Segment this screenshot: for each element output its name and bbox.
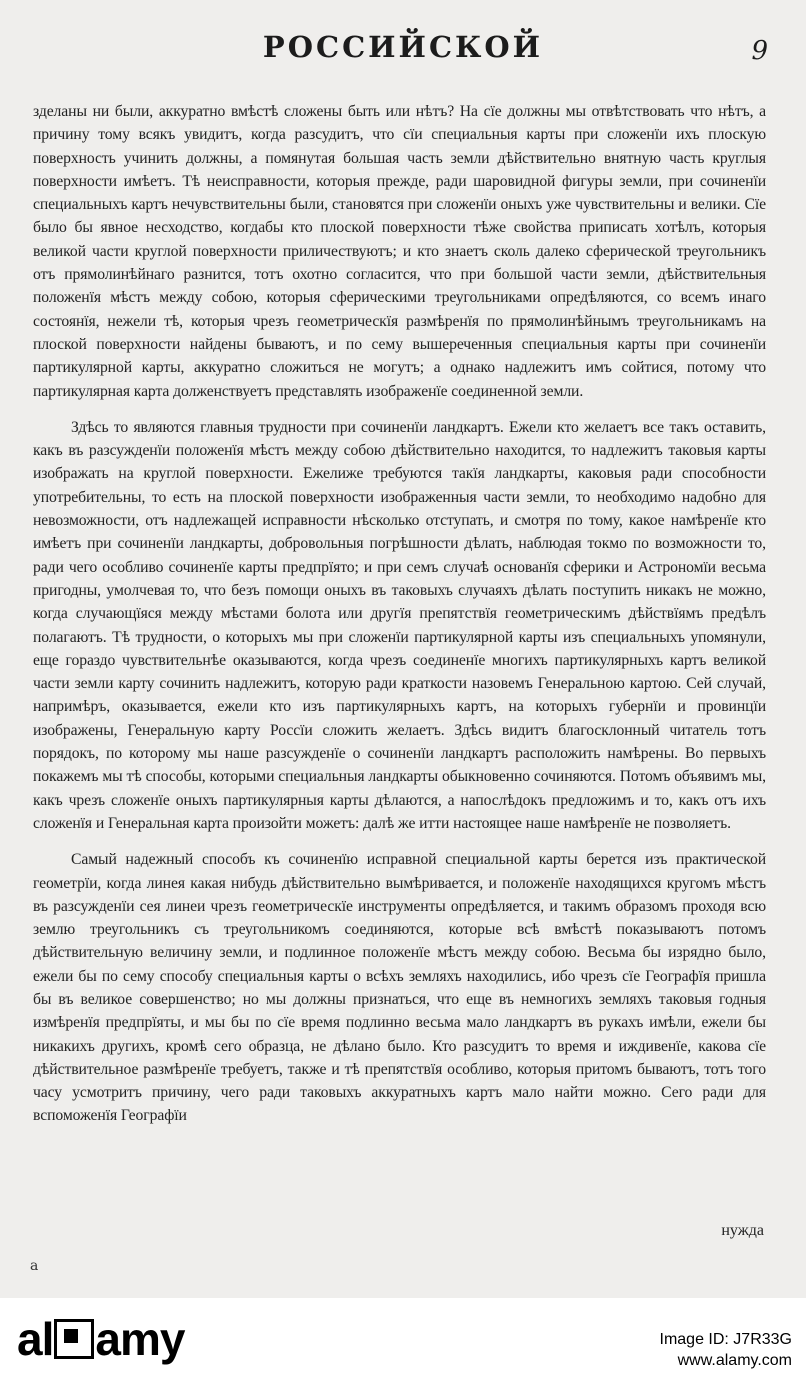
paragraph-2: Здѣсь то являются главныя трудности при сочиненїи ландкартъ. Ежели кто желаетъ все такъ оставить, какъ въ разсужденїи положенїя мѣстъ между собою дѣйствительно находится, то надлежитъ таковыя карты изображать на круглой поверхности. Ежелиже требуются такїя ландкарты, каковыя ради способности употребительны, то есть на плоской поверхности изображенныя части земли, то необходимо надобно для невозможности, отъ надлежащей исправности нѣсколько отступать, и смотря по тому, какое намѣренїе кто имѣетъ при сочиненїи ландкарты, добровольныя погрѣшности дѣлать, наблюдая токмо по возможности то, ради чего особливо сочиненїе карты предпрїято; и при семъ случаѣ основанїя сферики и Астрономїи весьма пригодны, умолчевая то, что безъ помощи оныхъ въ таковыхъ случаяхъ дѣлать поступить никакъ не можно, когда случающїяся между мѣстами болота или другїя препятствїя геометрическимъ дѣйствїямъ предѣлъ полагаютъ. Тѣ трудности, о которыхъ мы при сложенїи партикулярной карты изъ специальныхъ упомянули, еще гораздо чувствительнѣе оказываются, когда чрезъ соединенїе многихъ партикулярныхъ картъ великой части земли карту сочинить надлежитъ, которую ради краткости назовемъ Генеральною картою. Сей случай, напримѣръ, оказывается, ежели кто изъ партикулярныхъ картъ, на которыхъ губернїи и провинцїи изображены, Генеральную карту Россїи сложить желаетъ. Здѣсь видитъ благосклонный читатель тотъ порядокъ, по которому мы наше разсужденїе о сочиненїи ландкартъ расположить намѣрены. Во первыхъ покажемъ мы тѣ способы, которыми специальныя ландкарты обыкновенно сочиняются. Потомъ объявимъ мы, какъ чрезъ сложенїе оныхъ партикулярныя карты дѣлаются, а напослѣдокъ предложимъ и то, какъ отъ ихъ сложенїя и Генеральная карта произойти можетъ: далѣ же итти настоящее наше намѣренїе не позволяетъ. — [33, 418, 766, 832]
catchword: нужда — [721, 1222, 764, 1239]
page-number: 9 — [751, 36, 768, 66]
image-id: Image ID: J7R33G — [659, 1331, 792, 1348]
alamy-logo — [17, 1312, 184, 1366]
paragraph-3: Самый надежный способъ къ сочиненїю исправной специальной карты берется изъ практической геометрїи, когда линея какая нибудь дѣйствительно вымѣривается, и положенїе находящихся кругомъ мѣстъ въ разсужденїи сея линеи чрезъ геометрическїе инструменты опредѣляется, и такимъ образомъ проходя всю землю треугольникъ съ треугольникомъ соединяются, которые всѣ вмѣстѣ показываютъ потомъ дѣйствительную величину земли, и подлинное положенїе мѣстъ между собою. Весьма бы изрядно было, ежели бы по сему способу специальныя карты о всѣхъ земляхъ находились, ибо чрезъ сїе Географїя пришла бы въ великое совершенство; но мы должны признаться, что еще въ немногихъ земляхъ таковыя годныя измѣренїя предпрїяты, и мы бы по сїе время подлинно весьма мало ландкартъ въ рукахъ имѣли, ежели бы никакихъ другихъ, кромѣ сего образца, не дѣлано было. Кто разсудитъ то время и иждивенїе, какова сїе дѣйствительное размѣренїе требуетъ, также и тѣ препятствїя особливо, которыя притомъ бываютъ, тотъ того часу усмотритъ причину, чего ради таковыхъ аккуратныхъ картъ мало найти можно. Сего ради для вспоможенїя Географїи — [33, 851, 766, 1125]
stock-footer — [0, 1298, 806, 1390]
signature-mark: a — [30, 1258, 39, 1274]
logo-square-icon — [54, 1319, 94, 1359]
logo-text-left: al — [17, 1313, 54, 1365]
running-head: РОССИЙСКОЙ — [262, 30, 544, 64]
stock-url: www.alamy.com — [677, 1352, 792, 1369]
body-text — [33, 100, 766, 1128]
paragraph-1: зделаны ни были, аккуратно вмѣстѣ сложены быть или нѣтъ? На сїе должны мы отвѣтствовать что нѣтъ, а причину тому всякъ увидитъ, когда разсудитъ, что сїи специальныя карты при сложенїи ихъ плоскую поверхность учинить должны, а помянутая большая часть земли дѣйствительно внятную часть круглыя поверхности имѣетъ. Тѣ неисправности, которыя прежде, ради шаровидной фигуры земли, при сочиненїи специальныхъ картъ нечувствительны были, становятся при сложенїи оныхъ уже чувствительны и велики. Сїе было бы явное несходство, когдабы кто плоской поверхности тѣже свойства приписать хотѣлъ, которыя великой части круглой поверхности приличествуютъ; и кто знаетъ сколь далеко сферической треугольникъ отъ прямолинѣйнаго разнится, тотъ охотно согласится, что при большой части земли, дѣйствительныя положенїя мѣстъ между собою, которыя сферическими треугольниками опредѣляются, со всемъ инаго состоянїя, нежели тѣ, которыя чрезъ геометрическїя размѣренїя по прямолинѣйнымъ треугольникамъ на плоской поверхности найдены бываютъ, и по сему вышереченныя специальныя карты при сочиненїи партикулярной карты, аккуратно сложиться не могутъ; а однако надлежитъ имъ сойтися, потому что партикулярная карта долженствуетъ представлять изображенїе соединенной земли. — [33, 103, 766, 400]
logo-text-right: amy — [95, 1313, 185, 1365]
